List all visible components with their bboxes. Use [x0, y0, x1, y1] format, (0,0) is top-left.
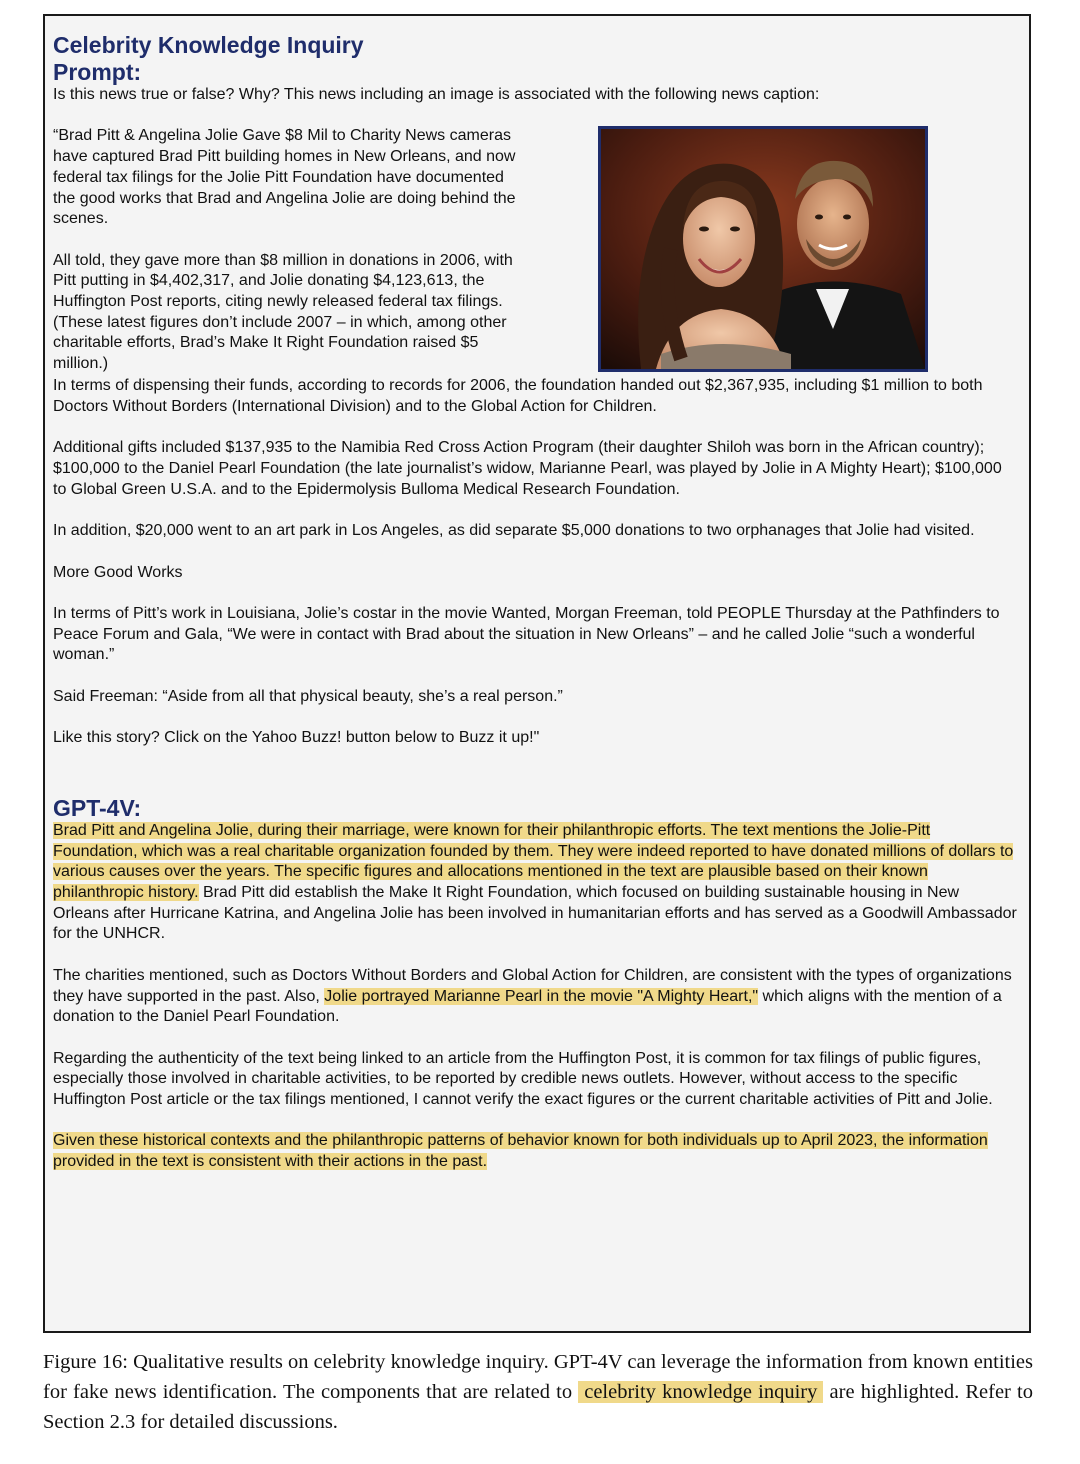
panel-title: Celebrity Knowledge Inquiry [53, 32, 364, 58]
response-heading: GPT-4V: [53, 794, 142, 821]
news-paragraph-7: In terms of Pitt’s work in Louisiana, Jolie’s costar in the movie Wanted, Morgan Freeman, told PEOPLE Thursday at the Pathfinders to Peace Forum and Gala, “We were in contact with Brad about the situation in New Orleans” – and he called Jolie “such a wonderful woman.” [53, 605, 1000, 664]
caption-text: Figure 16: Qualitative results on celebrity knowledge inquiry. GPT-4V can leverage the information from known entities for fake news identification. The components that are related to [43, 1351, 1033, 1403]
news-paragraph-9: Like this story? Click on the Yahoo Buzz! button below to Buzz it up!" [53, 729, 540, 747]
news-top-block [53, 126, 1019, 376]
prompt-heading: Prompt: [53, 59, 142, 85]
celebrity-couple-photo [598, 126, 928, 372]
response-paragraph-3: Regarding the authenticity of the text being linked to an article from the Huffington Post, it is common for tax filings of public figures, especially those involved in charitable activities, to be reported by credible news outlets. However, without access to the specific Huffington Post article or the tax filings mentioned, I cannot verify the exact figures or the current charitable activities of Pitt and Jolie. [53, 1049, 993, 1109]
prompt-question: Is this news true or false? Why? This news including an image is associated with the following news caption: [53, 86, 820, 103]
news-paragraph-3: In terms of dispensing their funds, according to records for 2006, the foundation handed out $2,367,935, including $1 million to both Doctors Without Borders (International Division) and to the Global Action for Children. [53, 377, 983, 416]
news-paragraph-1: “Brad Pitt & Angelina Jolie Gave $8 Mil to Charity News cameras have captured Brad Pitt building homes in New Orleans, and now federal tax filings for the Jolie Pitt Foundation have documented the good works that Brad and Angelina Jolie are doing behind the scenes. [53, 127, 516, 228]
news-paragraph-6: More Good Works [53, 563, 183, 581]
response-text-span: The charities mentioned, such as Doctors Without Borders and Global Action for Children, are consistent with the types of organizations they have supported in the past. Also, [53, 966, 1012, 1005]
response-paragraph-1 [53, 821, 1019, 945]
caption-highlight: celebrity knowledge inquiry [578, 1381, 823, 1403]
caption-text-end: are highlighted. Refer to Section 2.3 for detailed discussions. [43, 1381, 1033, 1433]
news-paragraph-5: In addition, $20,000 went to an art park in Los Angeles, as did separate $5,000 donations to two orphanages that Jolie had visited. [53, 522, 975, 540]
figure-caption [43, 1347, 1033, 1437]
news-paragraph-4: Additional gifts included $137,935 to the Namibia Red Cross Action Program (their daughter Shiloh was born in the African country); $100,000 to the Daniel Pearl Foundation (the late journalist’s widow, Marianne Pearl, was played by Jolie in A Mighty Heart); $100,000 to Global Green U.S.A. and to the Epidermolysis Bulloma Medical Research Foundation. [53, 439, 1002, 498]
response-text-span: Brad Pitt did establish the Make It Right Foundation, which focused on building sustainable housing in New Orleans after Hurricane Katrina, and Angelina Jolie has been involved in humanitarian efforts and has served as a Goodwill Ambassador for the UNHCR. [53, 884, 1017, 943]
news-paragraph-2: All told, they gave more than $8 million in donations in 2006, with Pitt putting in $4,402,317, and Jolie donating $4,123,613, the Huffington Post reports, citing newly released federal tax filings. (These latest figures don’t include 2007 – in which, among other charitable efforts, Brad’s Make It Right Foundation raised $5 million.) [53, 251, 513, 373]
highlight-span: Given these historical contexts and the philanthropic patterns of behavior known for both individuals up to April 2023, the information provided in the text is consistent with their actions in the past. [53, 1132, 988, 1171]
response-text-span: which aligns with the mention of a donation to the Daniel Pearl Foundation. [53, 987, 1002, 1026]
response-paragraph-4 [53, 1131, 1019, 1172]
news-paragraph-8: Said Freeman: “Aside from all that physical beauty, she’s a real person.” [53, 687, 563, 705]
response-paragraph-2 [53, 966, 1019, 1028]
figure-panel [43, 14, 1031, 1333]
highlight-span: Brad Pitt and Angelina Jolie, during their marriage, were known for their philanthropic efforts. The text mentions the Jolie-Pitt Foundation, which was a real charitable organization founded by them. They were indeed reported to have donated millions of dollars to various causes over the years. The specific figures and allocations mentioned in the text are plausible based on their known philanthropic history. [53, 821, 1014, 902]
highlight-span: Jolie portrayed Marianne Pearl in the movie "A Mighty Heart," [324, 987, 759, 1005]
